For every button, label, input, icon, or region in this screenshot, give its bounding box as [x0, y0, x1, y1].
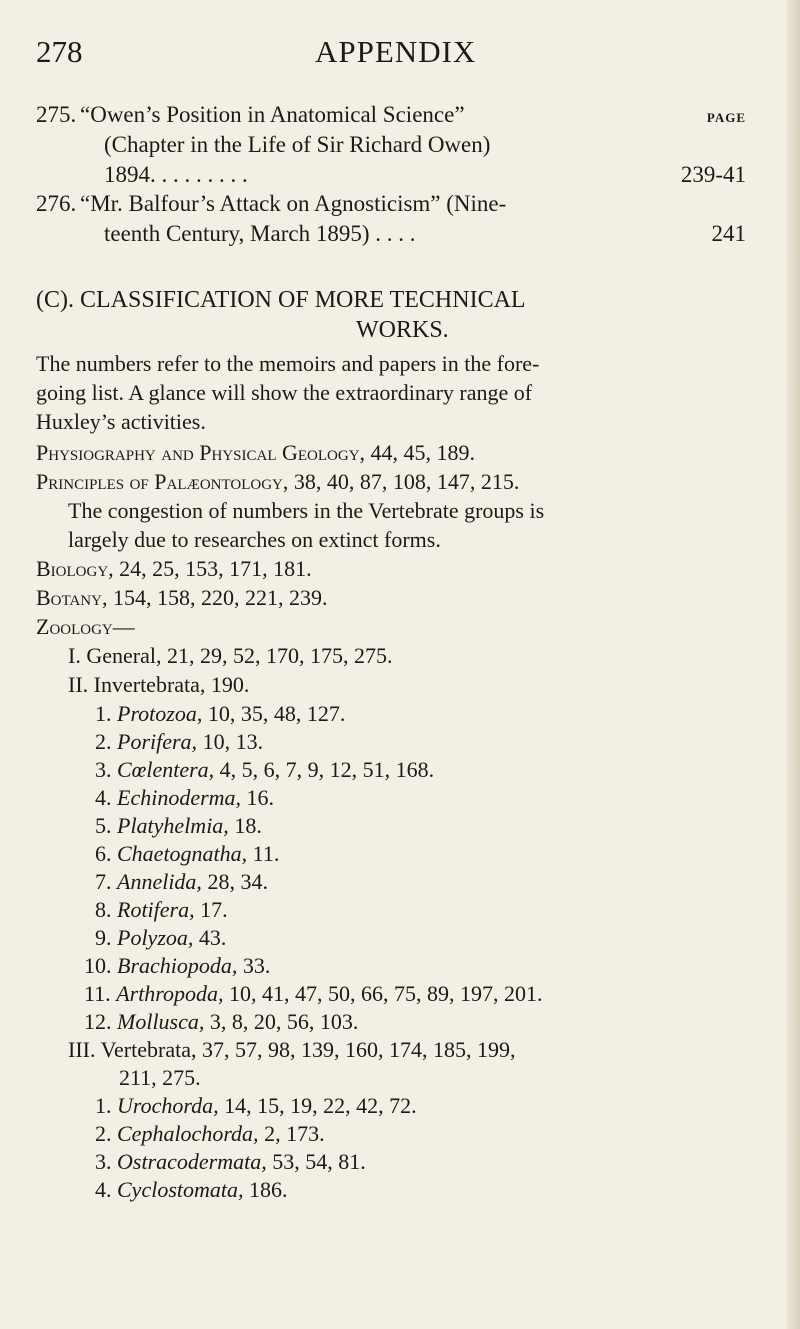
item-number: 6.	[95, 841, 112, 866]
taxon-name: Urochorda,	[117, 1093, 219, 1118]
list-entry-276	[36, 189, 746, 249]
intro-line: The numbers refer to the memoirs and papers in the fore-	[36, 351, 540, 376]
taxon-name: Protozoa,	[117, 701, 203, 726]
item-number: 1.	[95, 1093, 112, 1118]
item-number: 9.	[95, 925, 112, 950]
taxon-name: Cœlentera,	[117, 757, 215, 782]
intro-line: going list. A glance will show the extraordinary range of	[36, 380, 533, 405]
list-item	[95, 756, 434, 784]
taxon-refs: 33.	[242, 953, 271, 978]
list-item	[84, 980, 543, 1008]
taxon-name: Cephalochorda,	[117, 1121, 259, 1146]
topic-refs: 44, 45, 189.	[370, 440, 476, 465]
zoology-invertebrata	[68, 671, 249, 699]
entry-year: 1894. . . . . . . . .	[104, 162, 248, 187]
item-number: 12.	[84, 1009, 112, 1034]
list-item	[95, 1176, 288, 1204]
taxon-name: Polyzoa,	[117, 925, 194, 950]
topic-label: Principles of Palæontology,	[36, 469, 289, 494]
entry-pages: 239-41	[680, 162, 746, 187]
topic-botany	[36, 584, 327, 612]
entry-source: teenth Century, March 1895) . . . .	[104, 221, 416, 246]
item-number: 7.	[95, 869, 112, 894]
entry-source: (Chapter in the Life of Sir Richard Owen)	[104, 132, 491, 157]
item-number: 2.	[95, 729, 112, 754]
zoology-vertebrata	[68, 1036, 515, 1064]
item-number: 4.	[95, 1177, 112, 1202]
intro-line: Huxley’s activities.	[36, 409, 206, 434]
division-text: Vertebrata, 37, 57, 98, 139, 160, 174, 185, 199,	[100, 1037, 516, 1062]
roman-numeral: I.	[68, 643, 81, 668]
taxon-refs: 11.	[252, 841, 280, 866]
taxon-refs: 10, 35, 48, 127.	[207, 701, 346, 726]
list-item	[95, 700, 345, 728]
list-item	[95, 1092, 417, 1120]
taxon-refs: 186.	[249, 1177, 288, 1202]
running-title: APPENDIX	[315, 34, 477, 69]
taxon-refs: 3, 8, 20, 56, 103.	[209, 1009, 359, 1034]
taxon-refs: 10, 41, 47, 50, 66, 75, 89, 197, 201.	[229, 981, 543, 1006]
item-number: 5.	[95, 813, 112, 838]
taxon-name: Echinoderma,	[117, 785, 242, 810]
entry-title: “Mr. Balfour’s Attack on Agnosticism” (Nine-	[80, 191, 507, 216]
list-item	[84, 1008, 358, 1036]
taxon-refs: 16.	[246, 785, 275, 810]
topic-label: Biology,	[36, 556, 114, 581]
division-text: General, 21, 29, 52, 170, 175, 275.	[86, 643, 393, 668]
list-item	[95, 1148, 366, 1176]
taxon-refs: 53, 54, 81.	[272, 1149, 366, 1174]
taxon-refs: 43.	[198, 925, 227, 950]
list-item	[95, 812, 262, 840]
list-item	[84, 952, 270, 980]
item-number: 4.	[95, 785, 112, 810]
topic-physiography	[36, 439, 475, 467]
entry-number: 275.	[36, 102, 77, 127]
taxon-name: Arthropoda,	[116, 981, 224, 1006]
running-header	[0, 34, 800, 84]
taxon-name: Annelida,	[117, 869, 202, 894]
division-text: Invertebrata, 190.	[93, 672, 250, 697]
page-column-label: PAGE	[706, 110, 746, 125]
list-item	[95, 728, 263, 756]
taxon-name: Ostracodermata,	[117, 1149, 267, 1174]
taxon-refs: 2, 173.	[264, 1121, 325, 1146]
item-number: 3.	[95, 757, 112, 782]
taxon-name: Chaetognatha,	[117, 841, 248, 866]
taxon-name: Brachiopoda,	[117, 953, 238, 978]
taxon-refs: 18.	[234, 813, 262, 838]
list-item	[95, 840, 279, 868]
list-item	[95, 1120, 325, 1148]
topic-refs: 154, 158, 220, 221, 239.	[112, 585, 328, 610]
topic-zoology: Zoology—	[36, 614, 135, 639]
taxon-refs: 17.	[200, 897, 228, 922]
topic-label: Botany,	[36, 585, 108, 610]
list-item	[95, 924, 226, 952]
taxon-refs: 4, 5, 6, 7, 9, 12, 51, 168.	[219, 757, 435, 782]
zoology-general	[68, 642, 392, 670]
section-heading-line-2: WORKS.	[356, 317, 449, 343]
taxon-name: Porifera,	[117, 729, 198, 754]
item-number: 2.	[95, 1121, 112, 1146]
taxon-refs: 10, 13.	[202, 729, 264, 754]
item-number: 1.	[95, 701, 112, 726]
topic-note-line: The congestion of numbers in the Vertebrate groups is	[68, 498, 545, 523]
taxon-refs: 14, 15, 19, 22, 42, 72.	[224, 1093, 417, 1118]
taxon-name: Mollusca,	[117, 1009, 205, 1034]
topic-label: Physiography and Physical Geology,	[36, 440, 366, 465]
list-item	[95, 784, 274, 812]
taxon-name: Platyhelmia,	[117, 813, 229, 838]
intro-paragraph	[36, 349, 756, 436]
list-item	[95, 896, 228, 924]
list-item	[95, 868, 268, 896]
taxon-refs: 28, 34.	[207, 869, 268, 894]
item-number: 8.	[95, 897, 112, 922]
page-number: 278	[36, 34, 83, 69]
item-number: 10.	[84, 953, 112, 978]
roman-numeral: III.	[68, 1037, 96, 1062]
topic-refs: 38, 40, 87, 108, 147, 215.	[293, 469, 520, 494]
topic-refs: 24, 25, 153, 171, 181.	[119, 556, 312, 581]
taxon-name: Cyclostomata,	[117, 1177, 244, 1202]
item-number: 3.	[95, 1149, 112, 1174]
page-edge	[786, 0, 800, 1329]
division-text-continued: 211, 275.	[119, 1065, 201, 1090]
topic-note-line: largely due to researches on extinct forms.	[68, 527, 441, 552]
topic-biology	[36, 555, 312, 583]
entry-number: 276.	[36, 191, 77, 216]
topic-palaeontology	[36, 468, 519, 496]
roman-numeral: II.	[68, 672, 89, 697]
taxon-name: Rotifera,	[117, 897, 195, 922]
item-number: 11.	[84, 981, 111, 1006]
entry-pages: 241	[711, 221, 746, 246]
section-heading-line-1: (C). CLASSIFICATION OF MORE TECHNICAL	[36, 287, 526, 313]
list-entry-275	[36, 100, 746, 190]
entry-title: “Owen’s Position in Anatomical Science”	[80, 102, 465, 127]
